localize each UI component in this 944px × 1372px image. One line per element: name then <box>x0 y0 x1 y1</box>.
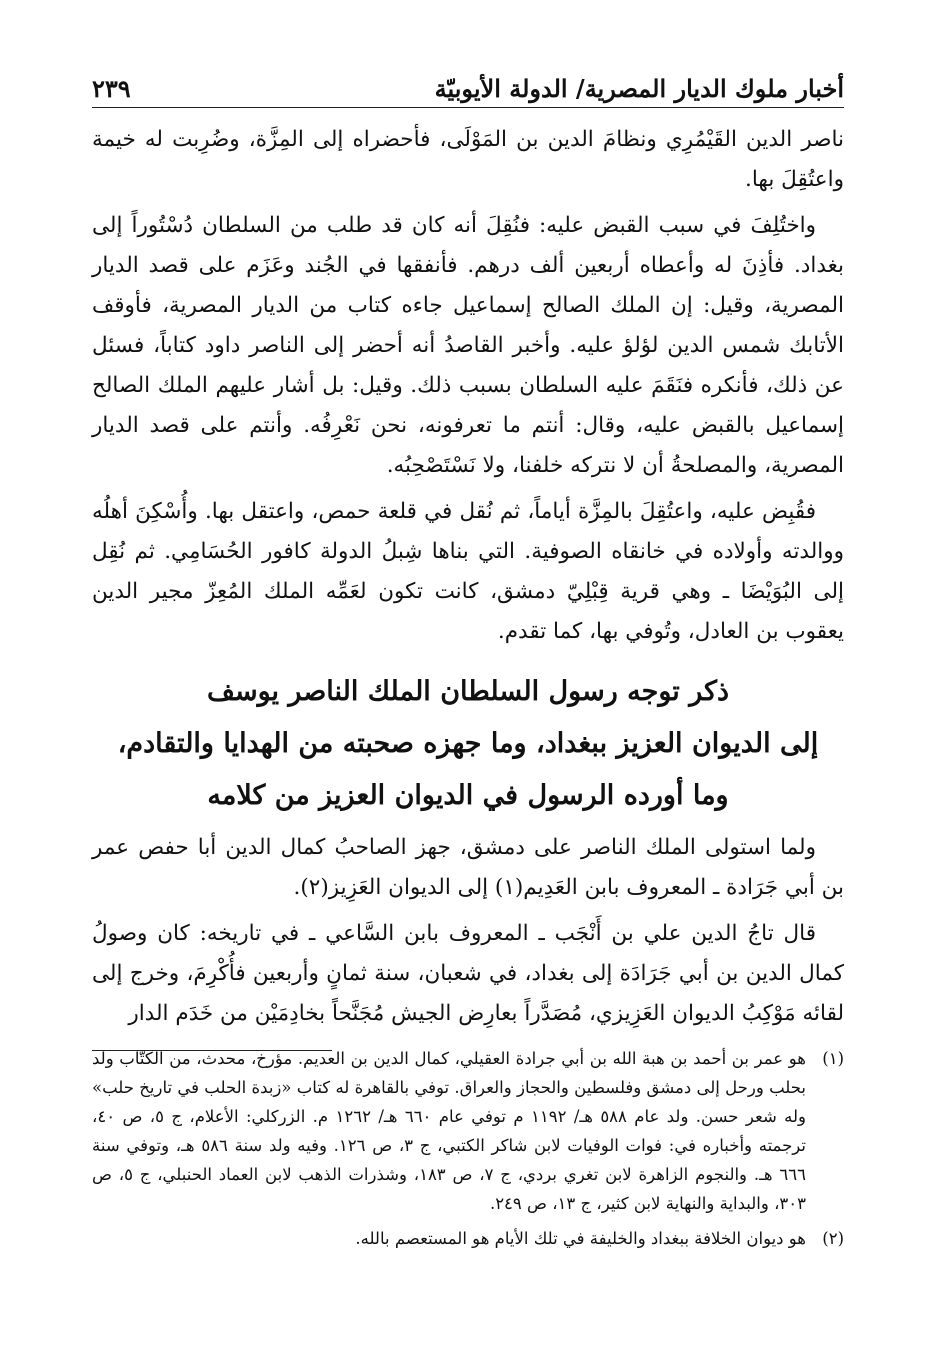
footnote-text: هو ديوان الخلافة ببغداد والخليفة في تلك الأيام هو المستعصم بالله. <box>355 1229 806 1248</box>
paragraph: ناصر الدين القَيْمُرِي ونظامَ الدين بن المَوْلَى، فأحضراه إلى المِزَّة، وضُرِبت له خيمة واعتُقِلَ بها. <box>92 127 844 192</box>
paragraph: قال تاجُ الدين علي بن أَنْجَب ـ المعروف بابن السَّاعي ـ في تاريخه: كان وصولُ كمال الدين بن أبي جَرَادَة إلى بغداد، في شعبان، سنة ثمانٍ وأربعين فأُكْرِمَ، وخرج إلى لقائه مَوْكِبُ الديوان العَزِيزي، مُصَدَّراً بعارِض الجيش مُجَنَّحاً بخادِمَيْن من خَدَم الدار <box>92 921 844 1026</box>
section-heading <box>92 666 844 822</box>
paragraph: واختُلِفَ في سبب القبض عليه: فنُقِلَ أنه كان قد طلب من السلطان دُسْتُوراً إلى بغداد. فأذِنَ له وأعطاه أربعين ألف درهم. فأنفقها في الجُند وعَزَم على قصد الديار المصرية، وقيل: إن الملك الصالح إسماعيل جاءه كتاب من الديار المصرية، فأوقف الأتابك شمس الدين لؤلؤ عليه. وأخبر القاصدُ أنه أحضر إلى الناصر داود كتاباً، فسئل عن ذلك، فأنكره فنَقَمَ عليه السلطان بسبب ذلك. وقيل: بل أشار عليهم الملك الصالح إسماعيل بالقبض عليه، وقال: أنتم ما تعرفونه، نحن نَعْرِفُه. وأنتم على قصد الديار المصرية، والمصلحةُ أن لا نتركه خلفنا، ولا نَسْتَصْحِبُه. <box>92 213 844 478</box>
body-text <box>92 120 844 1034</box>
page-header <box>92 60 844 108</box>
running-head: أخبار ملوك الديار المصرية/ الدولة الأيوبيّة <box>434 74 844 103</box>
footnote <box>92 1044 844 1218</box>
footnote <box>92 1224 844 1253</box>
section-heading-line: وما أورده الرسول في الديوان العزيز من كلامه <box>207 780 729 811</box>
paragraph: ولما استولى الملك الناصر على دمشق، جهز الصاحبُ كمال الدين أبا حفص عمر بن أبي جَرَادة ـ المعروف بابن العَدِيم(١) إلى الديوان العَزِيز(٢). <box>92 835 844 900</box>
footnote-text: هو عمر بن أحمد بن هبة الله بن أبي جرادة العقيلي، كمال الدين بن العديم. مؤرخ، محدث، من الكتّاب ولد بحلب ورحل إلى دمشق وفلسطين والحجاز والعراق. توفي بالقاهرة له كتاب «زبدة الحلب في تاريخ حلب» وله شعر حسن. ولد عام ٥٨٨ هـ/ ١١٩٢ م توفي عام ٦٦٠ هـ/ ١٢٦٢ م. الزركلي: الأعلام، ج ٥، ص ٤٠، ترجمته وأخباره في: فوات الوفيات لابن شاكر الكتبي، ج ٣، ص ١٢٦. وفيه ولد سنة ٥٨٦ هـ، وتوفي سنة ٦٦٦ هـ. والنجوم الزاهرة لابن تغري بردي، ج ٧، ص ١٨٣، وشذرات الذهب لابن العماد الحنبلي، ج ٥، ص ٣٠٣، والبداية والنهاية لابن كثير، ج ١٣، ص ٢٤٩. <box>92 1049 806 1213</box>
footnote-number: (٢) <box>822 1229 844 1248</box>
section-heading-line: ذكر توجه رسول السلطان الملك الناصر يوسف <box>207 676 729 707</box>
paragraph: فقُبِض عليه، واعتُقِلَ بالمِزَّة أياماً، ثم نُقل في قلعة حمص، واعتقل بها. وأُسْكِنَ أهلُه ووالدته وأولاده في خانقاه الصوفية. التي بناها شِبلُ الدولة كافور الحُسَامِي. ثم نُقِل إلى البُوَيْضَا ـ وهي قرية قِبْلِيّ دمشق، كانت تكون لعَمِّه الملك المُعِزّ مجير الدين يعقوب بن العادل، وتُوفي بها، كما تقدم. <box>92 499 844 644</box>
footnote-number: (١) <box>822 1049 844 1068</box>
page-number: ٢٣٩ <box>92 74 131 103</box>
footnotes <box>92 1044 844 1259</box>
section-heading-line: إلى الديوان العزيز ببغداد، وما جهزه صحبته من الهدايا والتقادم، <box>117 728 819 759</box>
